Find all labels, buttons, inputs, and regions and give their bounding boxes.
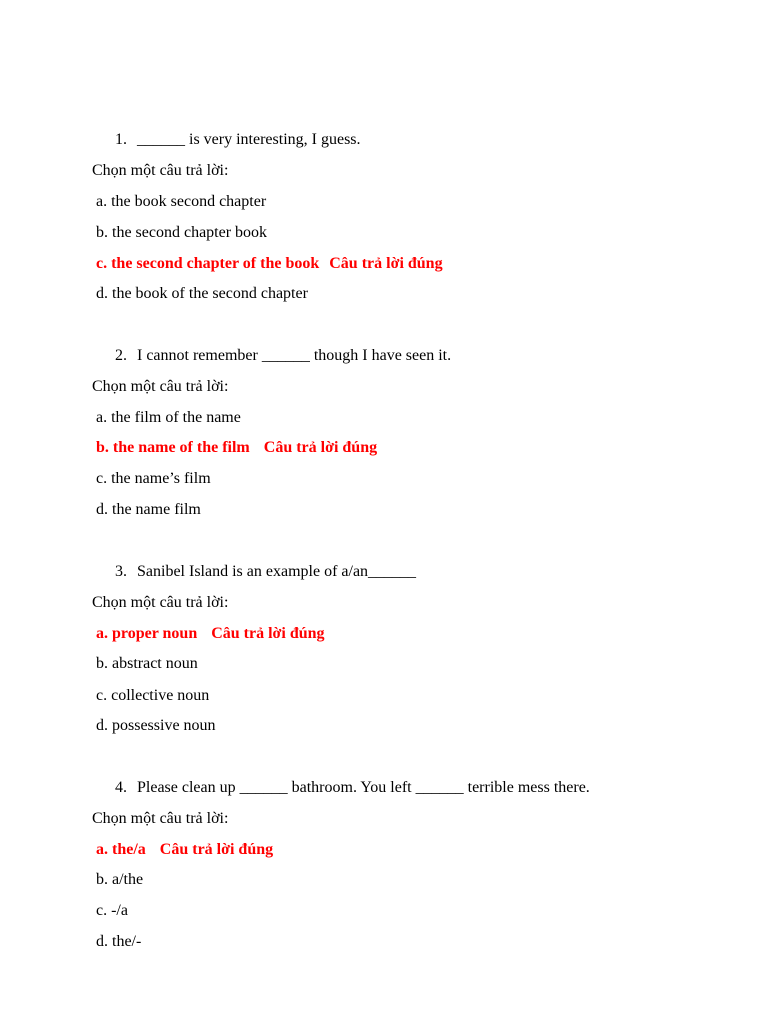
option-c-correct: [96, 254, 443, 274]
question-number: 3.: [115, 563, 127, 580]
question-stem: I cannot remember ______ though I have seen it.: [137, 347, 452, 364]
option-a: a. the book second chapter: [96, 193, 267, 210]
answer-prompt: Chọn một câu trả lời:: [92, 378, 229, 395]
question-number: 4.: [115, 779, 127, 796]
option-c: c. collective noun: [96, 687, 210, 704]
option-b-correct: [96, 438, 377, 458]
answer-prompt: Chọn một câu trả lời:: [92, 810, 229, 827]
question-stem: Please clean up ______ bathroom. You left ______ terrible mess there.: [137, 779, 590, 796]
option-a: a. the film of the name: [96, 409, 241, 426]
option-c: c. the name’s film: [96, 470, 211, 487]
option-text: c. the second chapter of the book: [96, 255, 320, 272]
question-number: 1.: [115, 131, 127, 148]
question-stem: ______ is very interesting, I guess.: [137, 131, 361, 148]
answer-prompt: Chọn một câu trả lời:: [92, 162, 229, 179]
option-b: b. a/the: [96, 871, 144, 888]
correct-answer-tag: Câu trả lời đúng: [263, 439, 378, 456]
option-b: b. abstract noun: [96, 655, 198, 672]
option-text: a. proper noun: [96, 625, 198, 642]
answer-prompt: Chọn một câu trả lời:: [92, 594, 229, 611]
option-a-correct: [96, 624, 325, 644]
option-text: a. the/a: [96, 841, 146, 858]
option-d: d. the book of the second chapter: [96, 285, 308, 302]
option-d: d. the name film: [96, 501, 201, 518]
option-b: b. the second chapter book: [96, 224, 268, 241]
correct-answer-tag: Câu trả lời đúng: [211, 625, 325, 642]
option-d: d. possessive noun: [96, 717, 216, 734]
option-c: c. -/a: [96, 902, 128, 919]
option-a-correct: [96, 840, 273, 860]
correct-answer-tag: Câu trả lời đúng: [159, 841, 274, 858]
option-text: b. the name of the film: [96, 439, 250, 456]
correct-answer-tag: Câu trả lời đúng: [329, 255, 443, 272]
question-number: 2.: [115, 347, 127, 364]
question-stem: Sanibel Island is an example of a/an______: [137, 563, 417, 580]
option-d: d. the/-: [96, 933, 142, 950]
